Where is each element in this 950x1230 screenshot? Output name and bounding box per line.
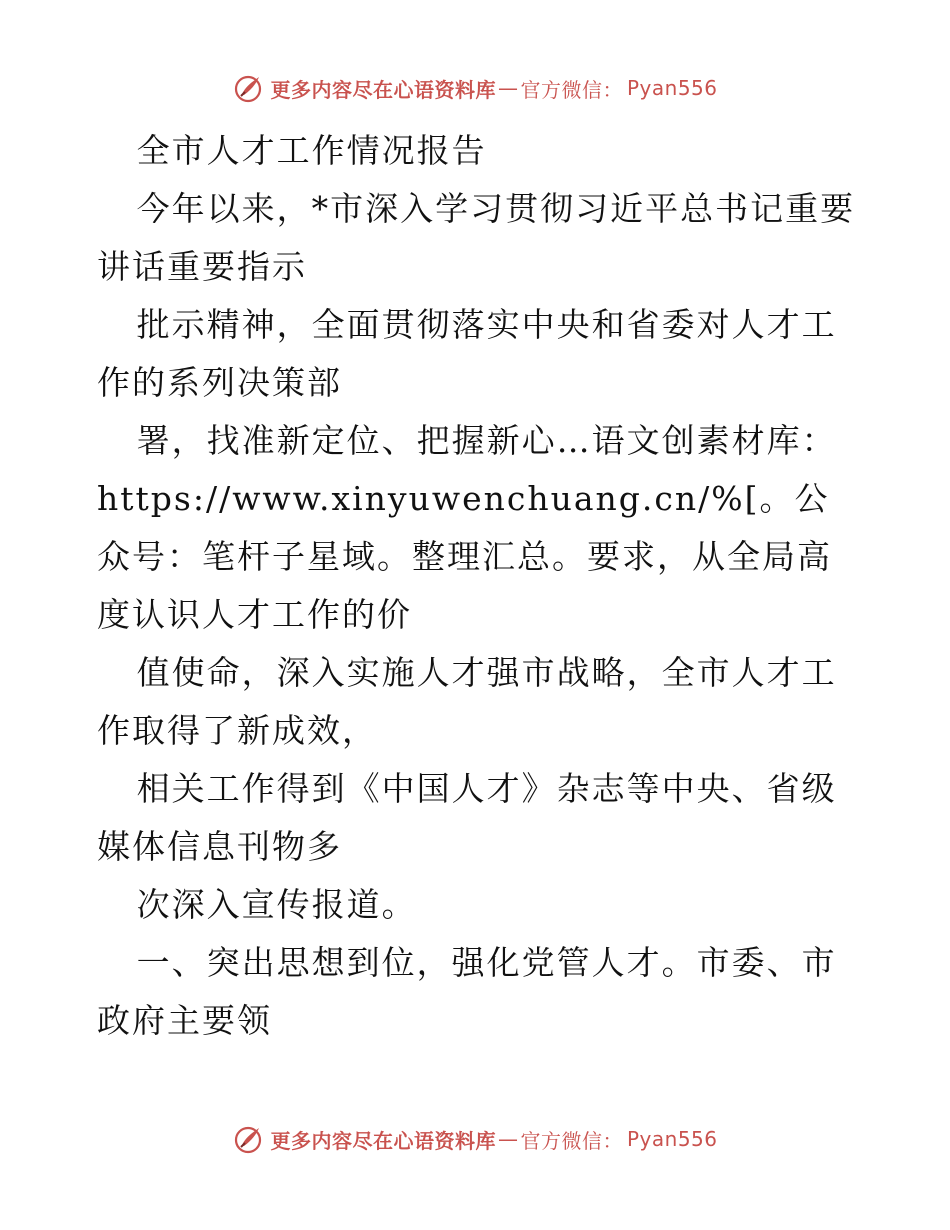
paragraph: 次深入宣传报道。 <box>136 885 417 924</box>
section-heading-paragraph: 一、突出思想到位，强化党管人才。市委、市政府主要领 <box>97 943 837 1040</box>
paragraph: 相关工作得到《中国人才》杂志等中央、省级媒体信息刊物多 <box>97 769 837 866</box>
page-header-banner <box>0 72 950 104</box>
banner-main-text: 更多内容尽在心语资料库 <box>270 77 496 102</box>
banner-dash: — <box>497 76 519 100</box>
quill-pen-icon <box>232 72 264 104</box>
banner-sub-text: 官方微信： <box>520 77 623 102</box>
paragraph: 批示精神，全面贯彻落实中央和省委对人才工作的系列决策部 <box>97 305 837 402</box>
paragraph: 值使命，深入实施人才强市战略，全市人才工作取得了新成效， <box>97 653 837 750</box>
quill-pen-icon <box>232 1123 264 1155</box>
banner-dash: — <box>497 1127 519 1151</box>
document-title: 全市人才工作情况报告 <box>136 131 487 170</box>
banner-wechat-id: Pyan556 <box>626 76 718 100</box>
document-body <box>97 122 857 1050</box>
banner-sub-text: 官方微信： <box>520 1128 623 1153</box>
page-footer-banner <box>0 1123 950 1155</box>
banner-main-text: 更多内容尽在心语资料库 <box>270 1128 496 1153</box>
paragraph: 今年以来，*市深入学习贯彻习近平总书记重要讲话重要指示 <box>97 189 856 286</box>
banner-wechat-id: Pyan556 <box>626 1127 718 1151</box>
paragraph: 署，找准新定位、把握新心…语文创素材库：https://www.xinyuwenchuang.cn/%[。公众号：笔杆子星域。整理汇总。要求，从全局高度认识人才工作的价 <box>97 421 837 634</box>
